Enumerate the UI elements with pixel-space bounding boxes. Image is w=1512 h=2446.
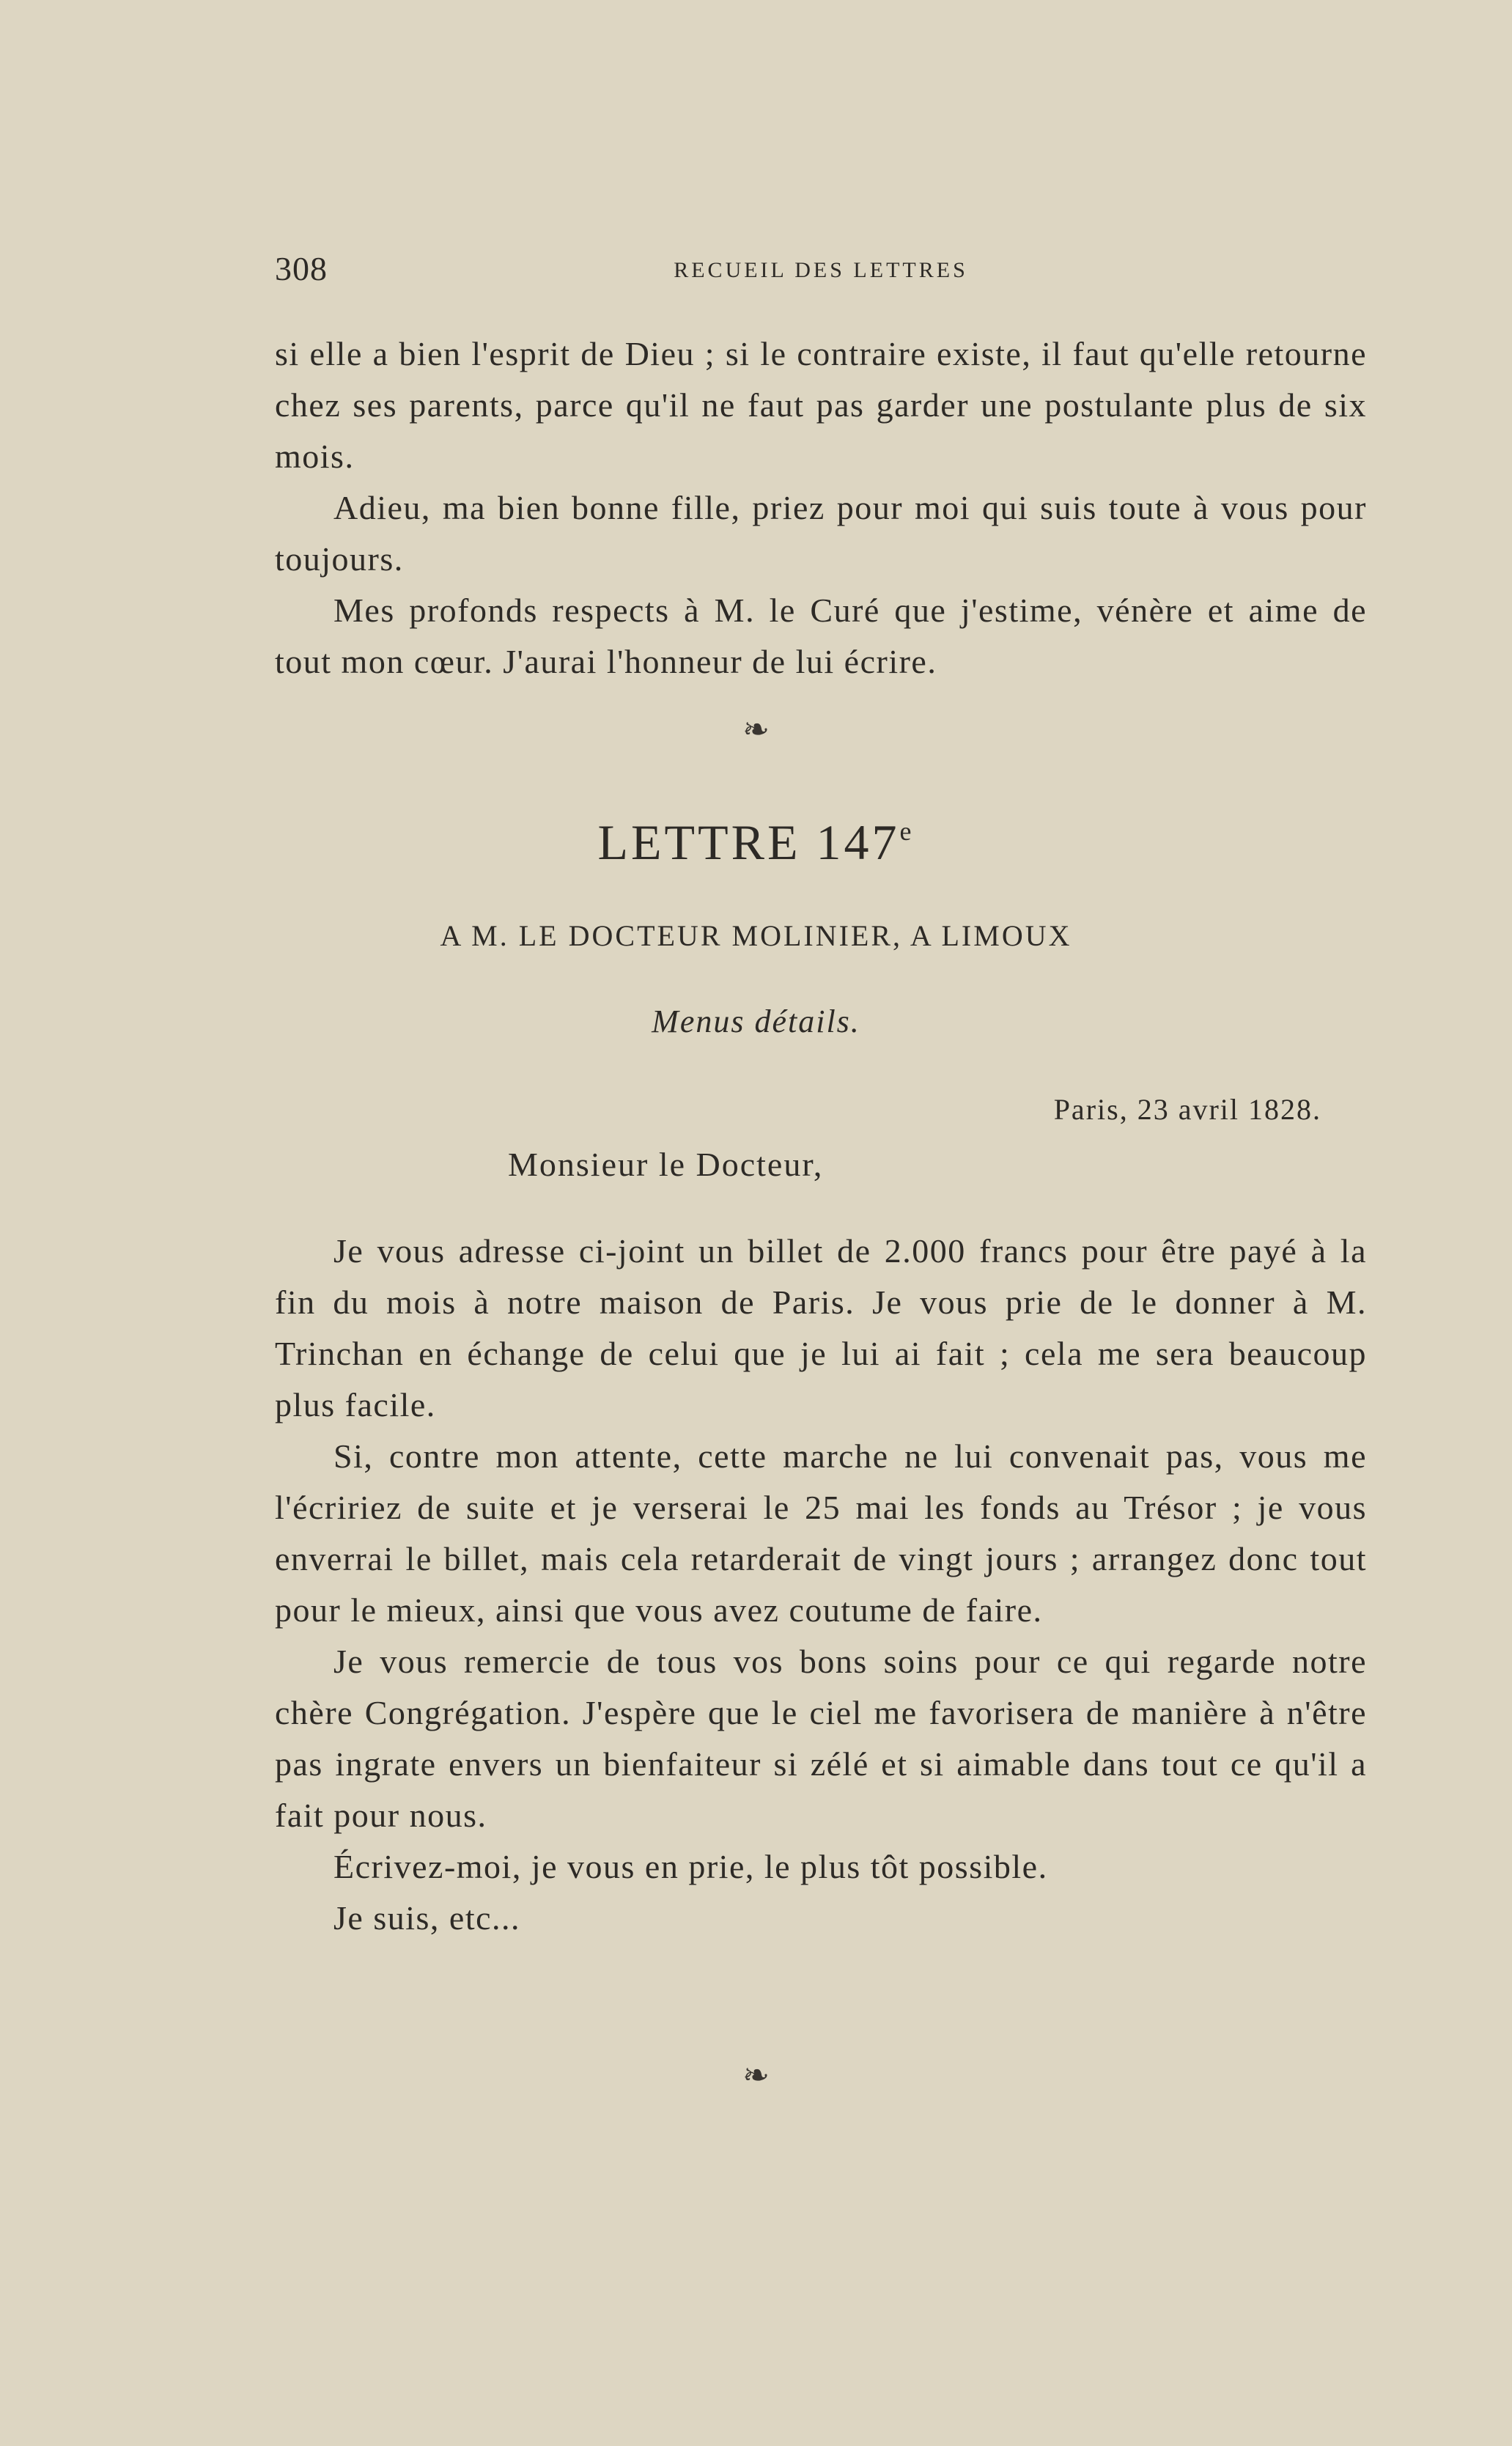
letter-dateline: Paris, 23 avril 1828. bbox=[1053, 1093, 1321, 1126]
page-number: 308 bbox=[275, 250, 328, 287]
letter-paragraph: Si, contre mon attente, cette marche ne lui convenait pas, vous me l'écririez de suite et je verserai le 25 mai les fonds au Trésor ; je vous enverrai le billet, mais cela retarderait de vingt jours ; arrangez donc tout pour le mieux, ainsi que vous avez coutume de faire. bbox=[275, 1437, 1367, 1629]
letter-closing: Je suis, etc... bbox=[333, 1899, 521, 1937]
letter-addressee: A M. LE DOCTEUR MOLINIER, A LIMOUX bbox=[440, 919, 1072, 952]
letter-subject: Menus détails. bbox=[652, 1003, 860, 1039]
fleuron-ornament-icon: ❧ bbox=[742, 711, 770, 748]
letter-title-superscript: e bbox=[899, 817, 915, 846]
page-header bbox=[275, 249, 1367, 293]
letter-paragraph: Je vous adresse ci-joint un billet de 2.000 francs pour être payé à la fin du mois à notre maison de Paris. Je vous prie de le donner à M. Trinchan en échange de celui que je lui ai fait ; cela me sera beaucoup plus facile. bbox=[275, 1232, 1367, 1423]
fleuron-ornament-icon: ❧ bbox=[742, 2057, 770, 2094]
continuation-paragraph: si elle a bien l'esprit de Dieu ; si le contraire existe, il faut qu'elle retourne chez ses parents, parce qu'il ne faut pas garder une postulante plus de six mois. bbox=[275, 335, 1367, 475]
letter-title-text: LETTRE 147 bbox=[597, 814, 900, 870]
continuation-paragraph: Adieu, ma bien bonne fille, priez pour moi qui suis toute à vous pour toujours. bbox=[275, 489, 1367, 578]
letter-paragraph: Je vous remercie de tous vos bons soins pour ce qui regarde notre chère Congrégation. J'espère que le ciel me favorisera de manière à n'être pas ingrate envers un bienfaiteur si zélé et si aimable dans tout ce qu'il a fait pour nous. bbox=[275, 1643, 1367, 1834]
running-head: RECUEIL DES LETTRES bbox=[674, 258, 968, 282]
previous-letter-continuation bbox=[275, 328, 1367, 688]
letter-title bbox=[0, 814, 1512, 872]
letter-salutation: Monsieur le Docteur, bbox=[508, 1146, 824, 1183]
letter-paragraph: Écrivez-moi, je vous en prie, le plus tôt possible. bbox=[333, 1848, 1048, 1885]
letter-body bbox=[275, 1226, 1367, 1944]
continuation-paragraph: Mes profonds respects à M. le Curé que j'estime, vénère et aime de tout mon cœur. J'aurai l'honneur de lui écrire. bbox=[275, 592, 1367, 680]
